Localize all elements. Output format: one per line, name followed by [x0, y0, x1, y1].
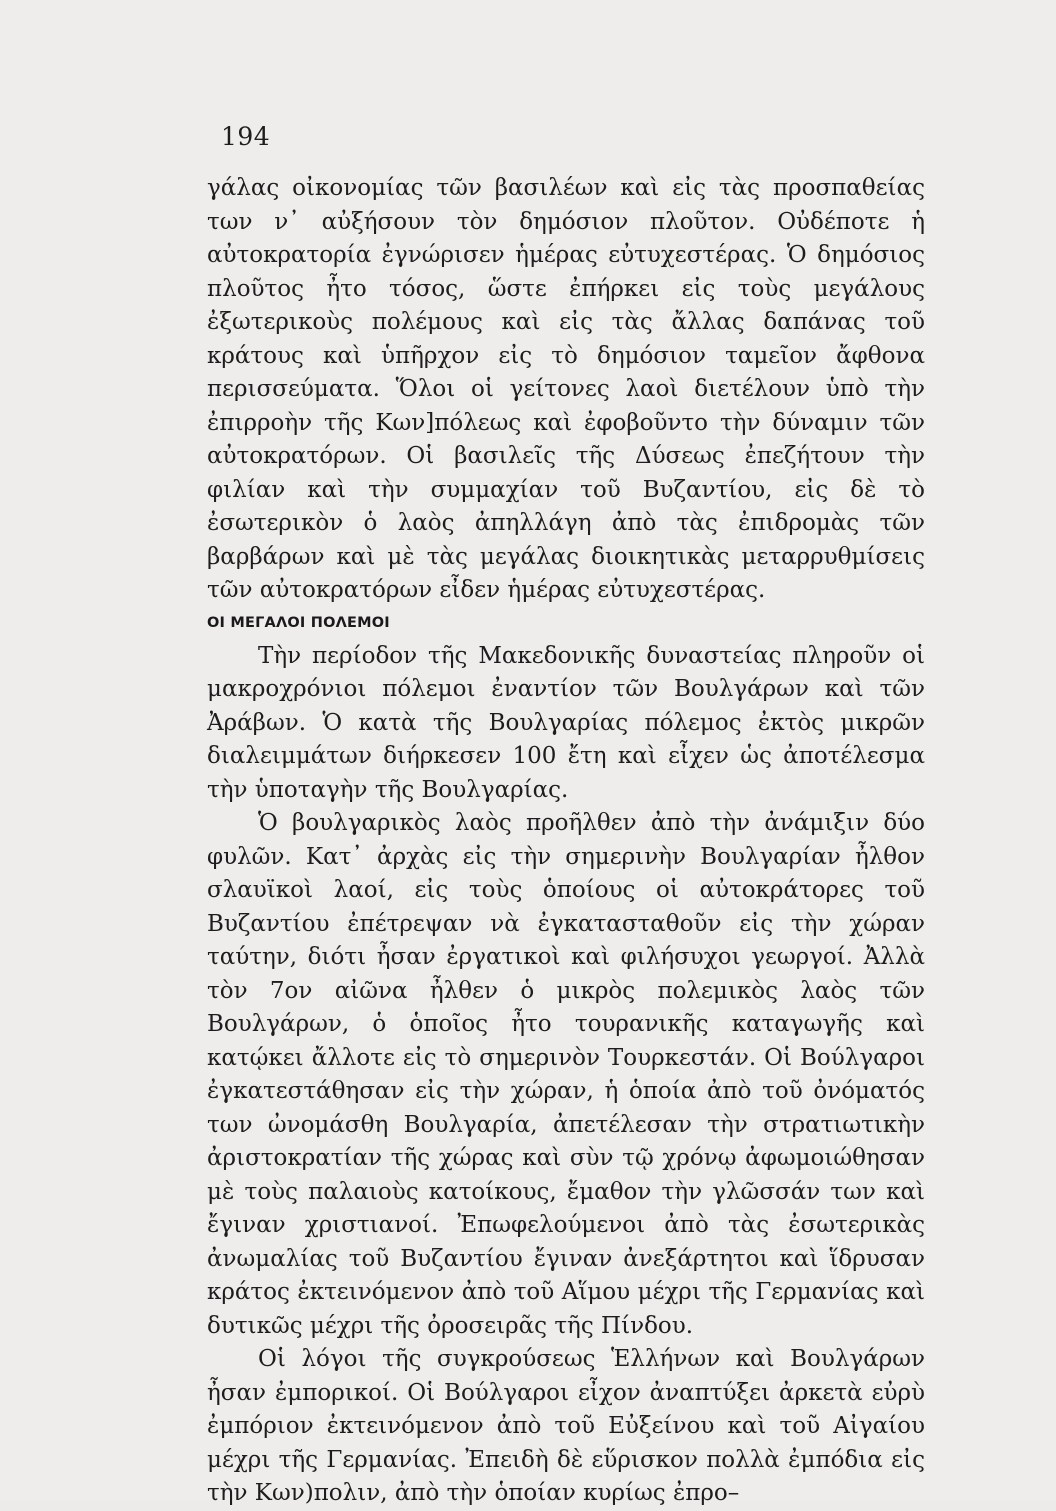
- page-number: 194: [221, 122, 271, 151]
- body-text: [207, 172, 925, 1511]
- paragraph-causes-of-conflict: Οἱ λόγοι τῆς συγκρούσεως Ἑλλήνων καὶ Βουλγάρων ἦσαν ἐμπορικοί. Οἱ Βούλγαροι εἶχον ἀναπτύξει ἀρκετὰ εὐρὺ ἐμπόριον ἐκτεινόμενον ἀπὸ τοῦ Εὐξείνου καὶ τοῦ Αἰγαίου μέχρι τῆς Γερμανίας. Ἐπειδὴ δὲ εὕρισκον πολλὰ ἐμπόδια εἰς τὴν Κων)πολιν, ἀπὸ τὴν ὁποίαν κυρίως ἐπρο–: [207, 1346, 925, 1506]
- section-heading: ΟΙ ΜΕΓΑΛΟΙ ΠΟΛΕΜΟΙ: [207, 614, 390, 631]
- paragraph-bulgarian-people: Ὁ βουλγαρικὸς λαὸς προῆλθεν ἀπὸ τὴν ἀνάμιξιν δύο φυλῶν. Κατ᾽ ἀρχὰς εἰς τὴν σημερινὴν Βουλγαρίαν ἦλθον σλαυϊκοὶ λαοί, εἰς τοὺς ὁποίους οἱ αὐτοκράτορες τοῦ Βυζαντίου ἐπέτρεψαν νὰ ἐγκατασταθοῦν εἰς τὴν χώραν ταύτην, διότι ἦσαν ἐργατικοὶ καὶ φιλήσυχοι γεωργοί. Ἀλλὰ τὸν 7ον αἰῶνα ἦλθεν ὁ μικρὸς πολεμικὸς λαὸς τῶν Βουλγάρων, ὁ ὁποῖος ἦτο τουρανικῆς καταγωγῆς καὶ κατῴκει ἄλλοτε εἰς τὸ σημερινὸν Τουρκεστάν. Οἱ Βούλγαροι ἐγκατεστάθησαν εἰς τὴν χώραν, ἡ ὁποία ἀπὸ τοῦ ὀνόματός των ὠνομάσθη Βουλγαρία, ἀπετέλεσαν τὴν στρατιωτικὴν ἀριστοκρατίαν τῆς χώρας καὶ σὺν τῷ χρόνῳ ἀφωμοιώθησαν μὲ τοὺς παλαιοὺς κατοίκους, ἔμαθον τὴν γλῶσσάν των καὶ ἔγιναν χριστιανοί. Ἐπωφελούμενοι ἀπὸ τὰς ἐσωτερικὰς ἀνωμαλίας τοῦ Βυζαντίου ἔγιναν ἀνεξάρτητοι καὶ ἵδρυσαν κράτος ἐκτεινόμενον ἀπὸ τοῦ Αἵμου μέχρι τῆς Γερμανίας καὶ δυτικῶς μέχρι τῆς ὀροσειρᾶς τῆς Πίνδου.: [207, 810, 925, 1339]
- paragraph-continuation: γάλας οἰκονομίας τῶν βασιλέων καὶ εἰς τὰς προσπαθείας των ν᾽ αὐξήσουν τὸν δημόσιον πλοῦτον. Οὐδέποτε ἡ αὐτοκρατορία ἐγνώρισεν ἡμέρας εὐτυχεστέρας. Ὁ δημόσιος πλοῦτος ἦτο τόσος, ὥστε ἐπήρκει εἰς τοὺς μεγάλους ἐξωτερικοὺς πολέμους καὶ εἰς τὰς ἄλλας δαπάνας τοῦ κράτους καὶ ὑπῆρχον εἰς τὸ δημόσιον ταμεῖον ἄφθονα περισσεύματα. Ὅλοι οἱ γείτονες λαοὶ διετέλουν ὑπὸ τὴν ἐπιρροὴν τῆς Κων]πόλεως καὶ ἐφοβοῦντο τὴν δύναμιν τῶν αὐτοκρατόρων. Οἱ βασιλεῖς τῆς Δύσεως ἐπεζήτουν τὴν φιλίαν καὶ τὴν συμμαχίαν τοῦ Βυζαντίου, εἰς δὲ τὸ ἐσωτερικὸν ὁ λαὸς ἀπηλλάγη ἀπὸ τὰς ἐπιδρομὰς τῶν βαρβάρων καὶ μὲ τὰς μεγάλας διοικητικὰς μεταρρυθμίσεις τῶν αὐτοκρατόρων εἶδεν ἡμέρας εὐτυχεστέρας.: [207, 175, 925, 603]
- paragraph-wars-intro: Τὴν περίοδον τῆς Μακεδονικῆς δυναστείας πληροῦν οἱ μακροχρόνιοι πόλεμοι ἐναντίον τῶν Βουλγάρων καὶ τῶν Ἀράβων. Ὁ κατὰ τῆς Βουλγαρίας πόλεμος ἐκτὸς μικρῶν διαλειμμάτων διήρκεσεν 100 ἔτη καὶ εἶχεν ὡς ἀποτέλεσμα τὴν ὑποταγὴν τῆς Βουλγαρίας.: [207, 642, 925, 803]
